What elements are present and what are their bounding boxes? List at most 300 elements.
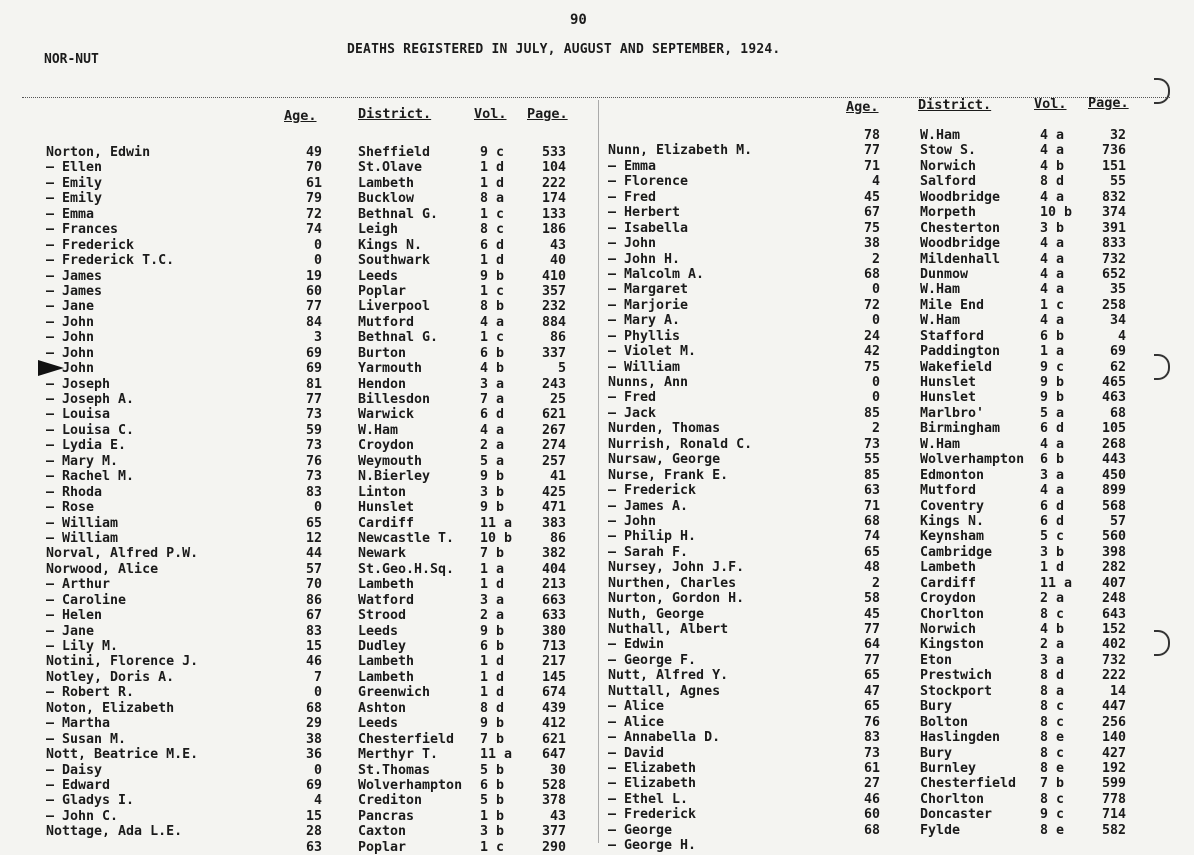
entry-page: 133 [541,206,566,222]
entry-volume: 10 b [480,530,513,546]
entry-page: 105 [1101,421,1126,437]
entry-district: Stow S. [920,143,977,159]
entry-name: — Rhoda [46,484,103,500]
entry-district: Billesdon [358,392,431,407]
entry-page: 582 [1101,822,1126,838]
entry-district: Doncaster [920,807,993,823]
entry-volume: 2 a [480,438,505,454]
entry-district: Chesterfield [358,731,455,747]
entry-page: 663 [541,592,566,608]
entry-age: 68 [305,700,322,716]
entry-district: Bury [920,699,953,715]
entry-name: — William [608,359,681,375]
entry-district: Lambeth [358,669,415,685]
entry-district: Edmonton [920,467,985,483]
entry-name: — James A. [608,498,689,514]
entry-district: Burnley [920,760,977,776]
entry-age: 70 [305,577,322,593]
entry-age: 65 [305,515,322,531]
entry-district: Wolverhampton [358,777,463,793]
entry-name: Nunn, Elizabeth M. [608,143,753,159]
entry-district: Stockport [920,683,993,699]
entry-page: 465 [1101,375,1126,390]
entry-volume: 9 c [1040,807,1065,823]
entry-volume: 8 d [1040,668,1065,684]
entry-volume: 9 b [480,268,505,284]
entry-district: Haslingden [920,730,1001,746]
entry-age: 36 [305,747,322,763]
entry-page: 402 [1101,637,1126,653]
entry-age: 58 [863,591,880,607]
entry-page: 732 [1101,652,1126,668]
entry-age: 73 [305,438,322,454]
entry-name: — Frederick [46,237,135,253]
entry-age: 71 [863,158,880,174]
entry-page: 86 [549,530,566,546]
entry-volume: 3 b [1040,220,1065,236]
entry-volume: 4 b [1040,622,1065,637]
entry-name: — Emma [608,158,657,174]
entry-page: 407 [1101,575,1126,591]
entry-name: Norwood, Alice [46,561,159,577]
entry-district: Lambeth [358,577,415,593]
entry-age: 42 [863,344,880,360]
entry-volume: 8 c [1040,699,1065,715]
entry-district: Dunmow [920,266,969,282]
entry-page: 404 [541,561,566,577]
entry-volume: 11 a [1040,575,1073,591]
entry-age: 85 [863,405,880,421]
entry-volume: 5 c [1040,529,1065,545]
entry-page: 104 [541,160,566,176]
entry-name: — Louisa C. [46,422,135,438]
entry-volume: 6 d [480,237,505,253]
left-district-header: District. [358,106,432,122]
entry-age: 61 [863,760,880,776]
entry-age: 86 [305,592,322,608]
entry-age: 0 [871,313,880,329]
entry-district: W.Ham [920,436,961,452]
entry-name: — Edward [46,777,111,793]
entry-volume: 1 a [480,561,505,577]
entry-page: 714 [1101,807,1126,823]
left-vol-header: Vol. [474,106,507,122]
entry-page: 568 [1101,498,1126,514]
entry-name: — Alice [608,714,665,730]
entry-page: 140 [1101,730,1126,746]
entry-district: Strood [358,608,407,624]
entry-volume: 8 e [1040,760,1065,776]
entry-district: Mutford [358,314,415,330]
entry-age: 12 [305,530,322,546]
entry-district: Norwich [920,158,977,174]
entry-name: Nursey, John J.F. [608,560,745,576]
entry-district: Greenwich [358,685,431,701]
entry-volume: 3 a [480,376,505,392]
entry-age: 73 [863,745,880,761]
entry-page: 145 [541,669,566,685]
entry-age: 61 [305,175,322,191]
entry-district: Cambridge [920,544,993,560]
entry-page: 186 [541,222,566,238]
entry-age: 75 [863,359,880,375]
entry-volume: 4 a [480,314,505,330]
entry-name: — Philip H. [608,529,697,545]
entry-name: — John [608,513,657,529]
entry-district: Mile End [920,297,985,313]
entry-volume: 1 d [480,253,505,269]
entry-page: 713 [541,639,566,654]
entry-district: Salford [920,174,977,190]
entry-page: 69 [1109,344,1126,360]
entry-volume: 1 a [1040,344,1065,360]
entry-volume: 7 a [480,392,505,407]
entry-volume: 4 a [1040,266,1065,282]
entry-volume: 1 d [480,577,505,593]
entry-name: — Phyllis [608,328,681,344]
entry-volume: 5 b [480,762,505,778]
entry-age: 83 [863,730,880,746]
entry-page: 380 [541,623,566,639]
entry-district: Lambeth [358,175,415,191]
entry-volume: 11 a [480,747,513,763]
entry-age: 45 [863,606,880,622]
entry-name: — Emma [46,206,95,222]
entry-page: 884 [541,314,566,330]
entry-district: Morpeth [920,205,977,221]
left-age-header: Age. [284,108,317,124]
entry-age: 68 [863,822,880,838]
entry-volume: 4 a [1040,143,1065,159]
entry-district: Yarmouth [358,361,423,377]
entry-page: 5 [557,361,566,377]
entry-district: Bury [920,745,953,761]
entry-district: Norwich [920,622,977,637]
entry-page: 41 [549,469,566,485]
entry-volume: 5 a [480,453,505,469]
entry-district: Kings N. [920,513,985,529]
entry-page: 647 [541,747,566,763]
entry-district: Hunslet [920,390,977,406]
entry-volume: 6 b [480,639,505,654]
entry-name: — John [46,345,95,361]
entry-name: Nurrish, Ronald C. [608,436,753,452]
entry-page: 337 [541,345,566,361]
entry-page: 232 [541,299,566,315]
entry-district: W.Ham [920,282,961,298]
entry-name: — Jane [46,299,95,315]
entry-volume: 6 b [1040,452,1065,468]
column-divider [598,100,599,843]
entry-volume: 8 c [480,222,505,238]
entry-district: Keynsham [920,529,985,545]
entry-district: Croydon [358,438,415,454]
entry-age: 38 [305,731,322,747]
entry-page: 621 [541,731,566,747]
entry-page: 528 [541,777,566,793]
entry-page: 443 [1101,452,1126,468]
entry-page: 463 [1101,390,1126,406]
entry-volume: 8 c [1040,714,1065,730]
entry-age: 46 [863,791,880,807]
entry-name: Nuth, George [608,606,705,622]
entry-district: W.Ham [358,422,399,438]
entry-district: Croydon [920,591,977,607]
entry-age: 0 [313,762,322,778]
entry-page: 222 [541,175,566,191]
entry-page: 425 [541,484,566,500]
entry-name: — Frederick [608,807,697,823]
entry-name: — Susan M. [46,731,127,747]
entry-district: St.Geo.H.Sq. [358,561,455,577]
entry-page: 217 [541,654,566,670]
entry-district: Mildenhall [920,251,1001,267]
entry-age: 59 [305,422,322,438]
entry-volume: 3 a [1040,467,1065,483]
entry-name: — James [46,268,103,284]
entry-name: — Sarah F. [608,544,689,560]
entry-name: Nott, Beatrice M.E. [46,747,199,763]
entry-district: W.Ham [920,128,961,143]
entry-name: — Rose [46,500,95,516]
entry-volume: 8 a [1040,683,1065,699]
entry-page: 398 [1101,544,1126,560]
entry-age: 38 [863,236,880,252]
entry-district: Weymouth [358,453,423,469]
entry-volume: 10 b [1040,205,1073,221]
entry-volume: 6 d [1040,513,1065,529]
entry-volume: 6 d [1040,421,1065,437]
entry-volume: 1 d [480,654,505,670]
entry-volume: 1 c [480,330,505,346]
entry-district: Eton [920,652,953,668]
entry-volume: 1 c [1040,297,1065,313]
entry-age: 47 [863,683,880,699]
entry-name: — John [608,236,657,252]
entry-name: — Violet M. [608,344,697,360]
entry-age: 73 [305,469,322,485]
entry-volume: 9 b [480,623,505,639]
entry-district: Paddington [920,344,1001,360]
entry-volume: 9 b [1040,375,1065,390]
entry-age: 69 [305,777,322,793]
entry-page: 256 [1101,714,1126,730]
entry-name: Nuttall, Agnes [608,683,721,699]
entry-age: 71 [863,498,880,514]
entry-name: — George H. [608,838,697,854]
entry-age: 44 [305,546,322,562]
entry-age: 68 [863,266,880,282]
entry-page: 391 [1101,220,1126,236]
page-number: 90 [570,12,587,28]
entry-age: 77 [305,392,322,407]
entry-age: 74 [305,222,322,238]
entry-district: Kings N. [358,237,423,253]
entry-district: Chesterton [920,220,1001,236]
entry-age: 28 [305,824,322,840]
entry-age: 2 [871,251,880,267]
entry-age: 68 [863,513,880,529]
entry-name: — Gladys I. [46,793,135,809]
entry-age: 0 [313,500,322,516]
entry-age: 63 [305,839,322,855]
entry-district: Woodbridge [920,189,1001,205]
entry-volume: 4 a [1040,251,1065,267]
entry-volume: 1 d [480,685,505,701]
entry-name: Nursaw, George [608,452,721,468]
entry-page: 533 [541,145,566,160]
entry-page: 248 [1101,591,1126,607]
entry-age: 65 [863,544,880,560]
entry-page: 152 [1101,622,1126,637]
entry-district: Stafford [920,328,985,344]
entry-district: Poplar [358,283,407,299]
entry-page: 377 [541,824,566,840]
entry-page: 151 [1101,158,1126,174]
entry-age: 24 [863,328,880,344]
entry-age: 57 [305,561,322,577]
entry-page: 290 [541,839,566,855]
entry-page: 68 [1109,405,1126,421]
entry-volume: 7 b [1040,776,1065,792]
entry-age: 3 [313,330,322,346]
entry-volume: 8 b [480,299,505,315]
entry-age: 83 [305,623,322,639]
entry-name: Nurthen, Charles [608,575,737,591]
entry-name: — George F. [608,652,697,668]
entry-page: 383 [541,515,566,531]
entry-name: — David [608,745,665,761]
entry-name: — Mary A. [608,313,681,329]
entry-district: Coventry [920,498,985,514]
entry-page: 62 [1109,359,1126,375]
entry-district: Pancras [358,808,415,824]
entry-district: Woodbridge [920,236,1001,252]
entry-page: 174 [541,191,566,207]
entry-volume: 9 b [480,500,505,516]
entry-name: Norton, Edwin [46,145,151,160]
entry-district: Birmingham [920,421,1001,437]
entry-page: 55 [1109,174,1126,190]
entry-volume: 4 a [1040,436,1065,452]
entry-page: 652 [1101,266,1126,282]
entry-district: Leeds [358,268,399,284]
entry-age: 65 [863,699,880,715]
entry-page: 267 [541,422,566,438]
entry-page: 43 [549,808,566,824]
entry-page: 374 [1101,205,1126,221]
entry-district: Cardiff [920,575,977,591]
entry-district: Fylde [920,822,961,838]
entry-district: Hunslet [920,375,977,390]
entry-name: — Isabella [608,220,689,236]
punch-hole-icon [1154,78,1170,104]
entry-age: 60 [863,807,880,823]
entry-district: Hunslet [358,500,415,516]
entry-page: 192 [1101,760,1126,776]
entry-age: 55 [863,452,880,468]
header-rule [22,97,1170,98]
entry-district: N.Bierley [358,469,431,485]
entry-page: 34 [1109,313,1126,329]
entry-page: 43 [549,237,566,253]
entry-age: 74 [863,529,880,545]
entry-age: 2 [871,575,880,591]
entry-age: 76 [305,453,322,469]
entry-volume: 1 c [480,206,505,222]
entry-age: 77 [305,299,322,315]
entry-name: — William [46,530,119,546]
entry-age: 81 [305,376,322,392]
entry-name: — Robert R. [46,685,135,701]
entry-district: St.Olave [358,160,423,176]
entry-name: — Lydia E. [46,438,127,454]
entry-district: Wakefield [920,359,993,375]
entry-name: — James [46,283,103,299]
entry-age: 0 [313,253,322,269]
entry-district: Lambeth [920,560,977,576]
entry-district: Warwick [358,407,415,423]
entry-name: — John H. [608,251,681,267]
entry-volume: 11 a [480,515,513,531]
entry-page: 30 [549,762,566,778]
entry-name: Norval, Alfred P.W. [46,546,199,562]
entry-name: Nurden, Thomas [608,421,721,437]
entry-page: 412 [541,716,566,732]
entry-name: Nunns, Ann [608,375,689,390]
entry-name: — Marjorie [608,297,689,313]
entry-district: Linton [358,484,407,500]
entry-district: St.Thomas [358,762,431,778]
entry-name: — Helen [46,608,103,624]
entry-page: 357 [541,283,566,299]
entry-district: Poplar [358,839,407,855]
entry-name: Notini, Florence J. [46,654,199,670]
entry-name: — Rachel M. [46,469,135,485]
entry-volume: 8 d [480,700,505,716]
entry-age: 83 [305,484,322,500]
entry-name: — John [46,361,95,377]
entry-name: Nurse, Frank E. [608,467,729,483]
entry-volume: 5 b [480,793,505,809]
entry-age: 73 [863,436,880,452]
entry-name: — Joseph [46,376,111,392]
entry-page: 213 [541,577,566,593]
entry-district: Newark [358,546,407,562]
entry-age: 0 [871,390,880,406]
entry-page: 899 [1101,483,1126,499]
entry-name: — Emily [46,191,103,207]
entry-age: 67 [863,205,880,221]
entry-district: Sheffield [358,145,431,160]
entry-page: 599 [1101,776,1126,792]
entry-name: — Margaret [608,282,689,298]
entry-district: Prestwich [920,668,993,684]
entry-page: 832 [1101,189,1126,205]
entry-name: — Elizabeth [608,760,697,776]
entry-name: Nuthall, Albert [608,622,729,637]
entry-page: 736 [1101,143,1126,159]
entry-age: 77 [863,143,880,159]
entry-age: 0 [871,375,880,390]
entry-page: 427 [1101,745,1126,761]
entry-age: 0 [313,237,322,253]
entry-age: 60 [305,283,322,299]
entry-age: 78 [863,128,880,143]
entry-volume: 6 d [1040,498,1065,514]
entry-volume: 4 a [1040,282,1065,298]
entry-district: Chorlton [920,791,985,807]
